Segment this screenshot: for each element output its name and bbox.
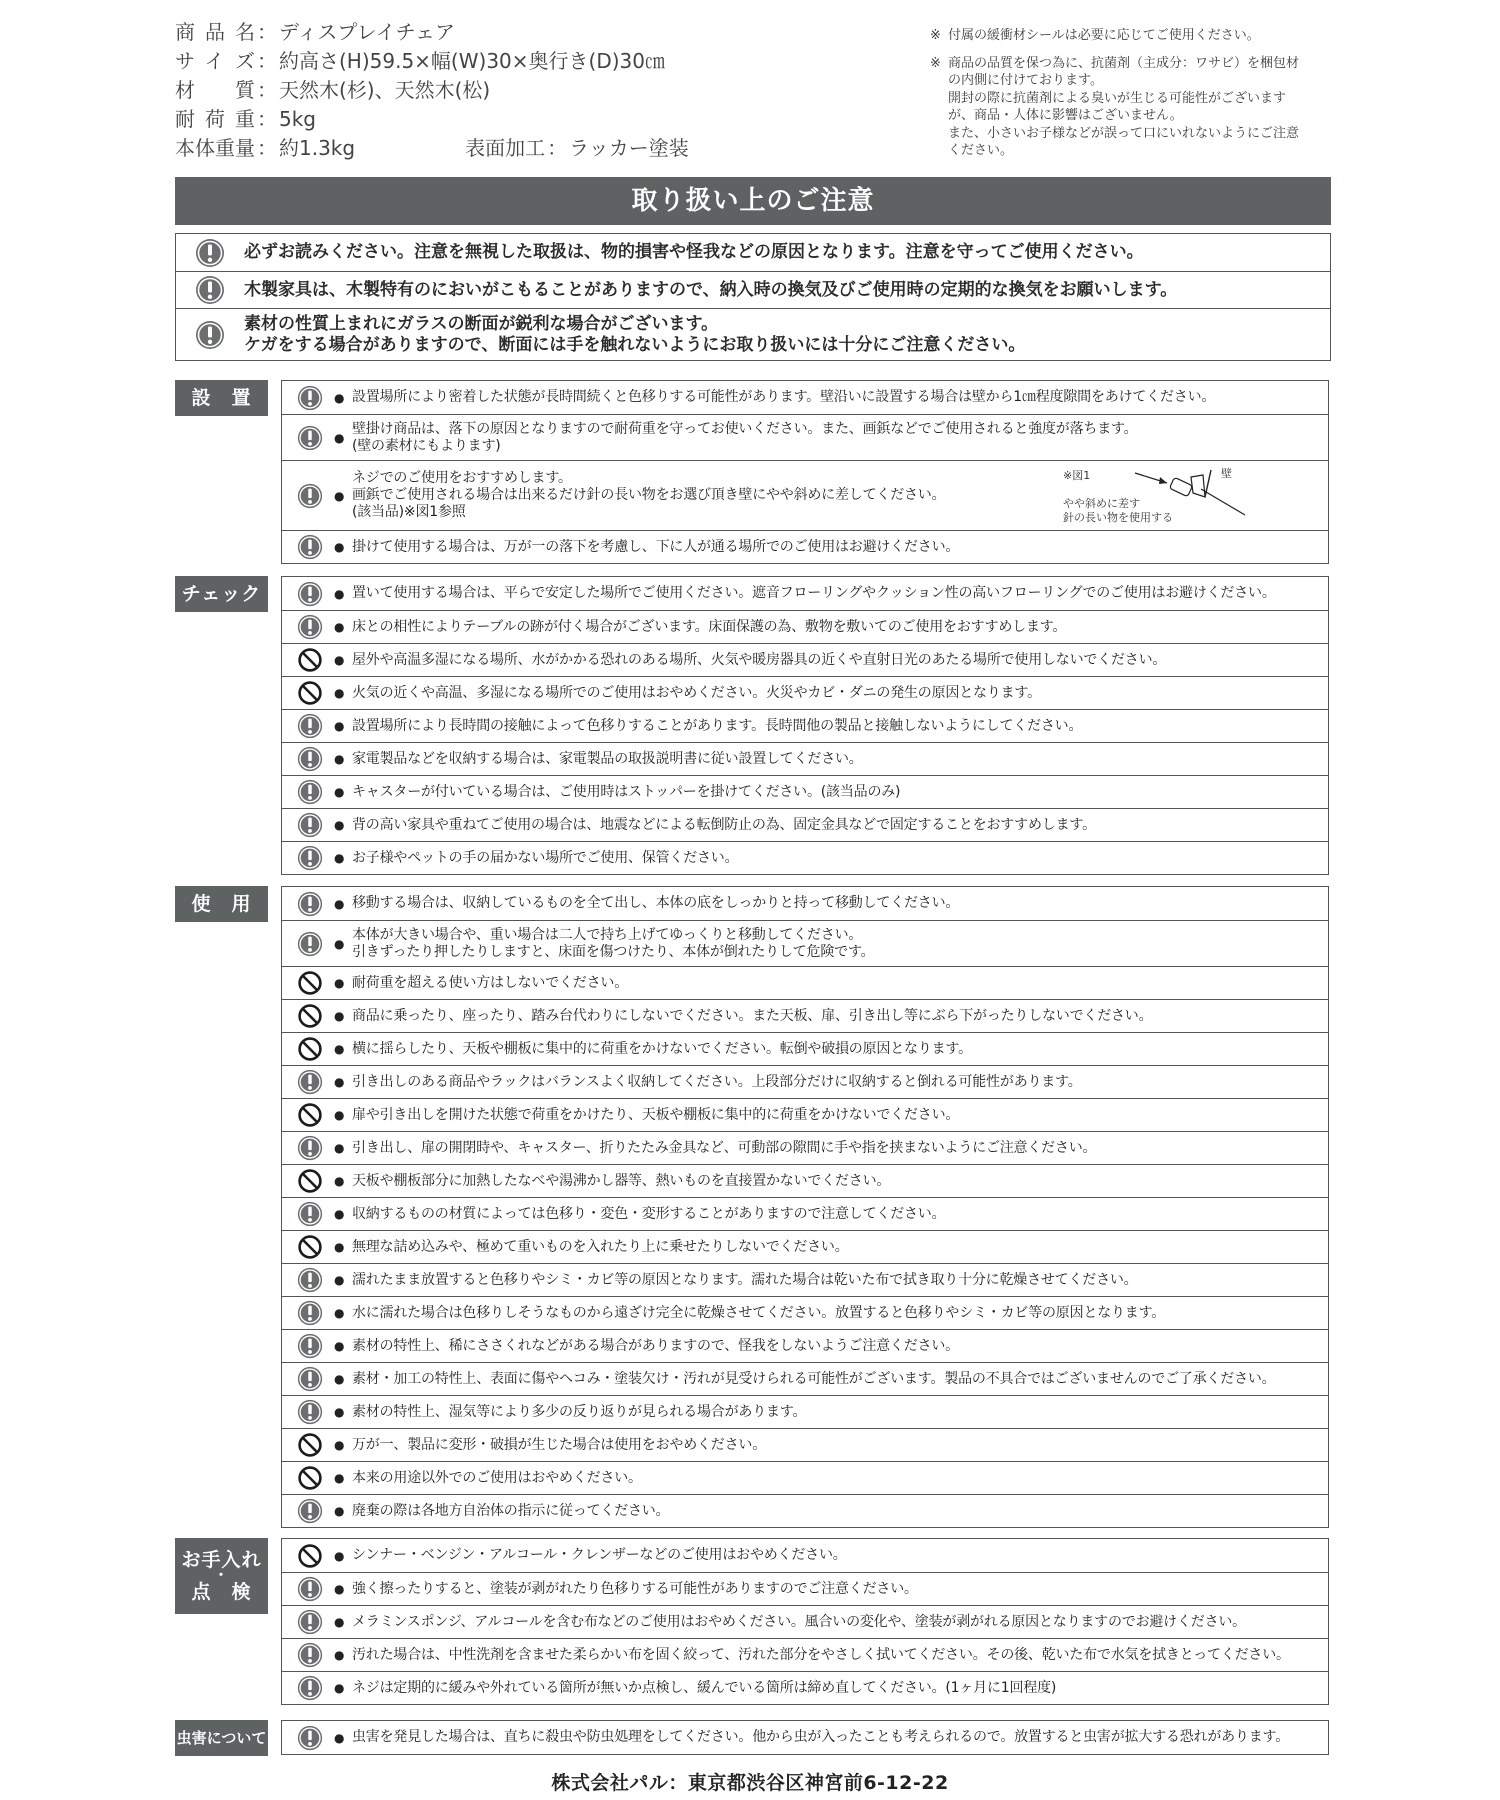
caution-row xyxy=(282,1164,1328,1197)
exclamation-icon xyxy=(195,275,225,305)
caution-text xyxy=(352,1140,1096,1157)
pin-figure xyxy=(1063,467,1273,525)
warning-text xyxy=(244,280,1177,301)
exclamation-icon xyxy=(297,931,323,957)
exclamation-icon xyxy=(297,1069,323,1095)
caution-line: 本来の用途以外でのご使用はおやめください。 xyxy=(352,1469,642,1486)
caution-line: 火気の近くや高温、多湿になる場所でのご使用はおやめください。火災やカビ・ダニの発生の原因となります。 xyxy=(352,684,1041,701)
caution-text xyxy=(352,1470,642,1487)
side-note xyxy=(930,27,1330,45)
exclamation-icon xyxy=(297,812,323,838)
bullet-icon: ● xyxy=(334,752,345,766)
exclamation-icon xyxy=(297,1201,323,1227)
prohibited-icon xyxy=(297,680,323,706)
caution-line: 引きずったり押したりしますと、床面を傷つけたり、本体が倒れたりして危険です。 xyxy=(352,943,875,960)
general-warnings xyxy=(175,233,1331,361)
caution-text xyxy=(352,1503,669,1520)
caution-row xyxy=(282,610,1328,643)
caution-line: 本体が大きい場合や、重い場合は二人で持ち上げてゆっくりと移動してください。 xyxy=(352,926,863,943)
bullet-icon: ● xyxy=(334,1240,345,1254)
prohibited-icon xyxy=(297,1465,323,1491)
caution-line: 引き出し、扉の開閉時や、キャスター、折りたたみ金具など、可動部の隙間に手や指を挟まないようにご注意ください。 xyxy=(352,1139,1097,1156)
caution-line: 収納するものの材質によっては色移り・変色・変形することがありますので注意してください。 xyxy=(352,1205,946,1222)
caution-text xyxy=(352,1338,959,1355)
spec-extra-label: 表面加工 xyxy=(465,136,546,160)
caution-list xyxy=(281,380,1329,564)
caution-line: 設置場所により長時間の接触によって色移りすることがあります。長時間他の製品と接触しないようにしてください。 xyxy=(352,717,1083,734)
caution-line: 背の高い家具や重ねてご使用の場合は、地震などによる転倒防止の為、固定金具などで固定することをおすすめします。 xyxy=(352,816,1096,833)
caution-row xyxy=(282,999,1328,1032)
caution-text xyxy=(352,539,959,556)
caution-text xyxy=(352,1437,766,1454)
pushpin-icon xyxy=(1133,467,1263,525)
spec-label: 材 質 xyxy=(175,78,255,102)
caution-line: 横に揺らしたり、天板や棚板に集中的に荷重をかけないでください。転倒や破損の原因となります。 xyxy=(352,1040,972,1057)
general-warning-row xyxy=(176,234,1330,271)
prohibited-icon xyxy=(297,1168,323,1194)
note-text: 付属の緩衝材シールは必要に応じてご使用ください。 xyxy=(948,28,1260,43)
section-label xyxy=(175,380,268,416)
note-text: が、商品・人体に影響はございません。 xyxy=(948,108,1183,123)
caution-line: 素材の特性上、湿気等により多少の反り返りが見られる場合があります。 xyxy=(352,1403,807,1420)
warning-line: 木製家具は、木製特有のにおいがこもることがありますので、納入時の換気及びご使用時の定期的な換気をお願いします。 xyxy=(244,279,1178,300)
caution-line: 耐荷重を超える使い方はしないでください。 xyxy=(352,974,628,991)
general-warning-row xyxy=(176,271,1330,308)
caution-row xyxy=(282,920,1328,966)
exclamation-icon xyxy=(297,581,323,607)
caution-line: 素材・加工の特性上、表面に傷やヘコみ・塗装欠け・汚れが見受けられる可能性がございます。製品の不具合ではございませんのでご了承ください。 xyxy=(352,1370,1276,1387)
caution-line: ネジは定期的に緩みや外れている箇所が無いか点検し、緩んでいる箇所は締め直してください。(1ヶ月に1回程度) xyxy=(352,1679,1057,1696)
caution-row xyxy=(282,577,1328,610)
caution-row xyxy=(282,1428,1328,1461)
caution-text xyxy=(352,850,738,867)
spec-label: 本体重量 xyxy=(175,136,255,160)
caution-text xyxy=(352,652,1166,669)
bullet-icon: ● xyxy=(334,1075,345,1089)
bullet-icon: ● xyxy=(334,719,345,733)
bullet-icon: ● xyxy=(334,1471,345,1485)
exclamation-icon xyxy=(297,1675,323,1701)
warning-line: ケガをする場合がありますので、断面には手を触れないようにお取り扱いには十分にご注意ください。 xyxy=(244,334,1026,355)
caution-line: シンナー・ベンジン・アルコール・クレンザーなどのご使用はおやめください。 xyxy=(352,1547,847,1563)
spec-row xyxy=(175,76,955,105)
spec-row xyxy=(175,18,955,47)
notes xyxy=(930,27,1330,170)
bullet-icon: ● xyxy=(334,1405,345,1419)
bullet-icon: ● xyxy=(334,1042,345,1056)
caution-text xyxy=(352,817,1096,834)
bullet-icon: ● xyxy=(334,1009,345,1023)
bullet-icon: ● xyxy=(334,653,345,667)
bullet-icon: ● xyxy=(334,818,345,832)
caution-line: 床との相性によりテーブルの跡が付く場合がございます。床面保護の為、敷物を敷いてのご使用をおすすめします。 xyxy=(352,618,1067,635)
caution-text xyxy=(352,1647,1290,1664)
warning-line: 素材の性質上まれにガラスの断面が鋭利な場合がございます。 xyxy=(244,313,719,334)
prohibited-icon xyxy=(297,647,323,673)
spec-colon: ： xyxy=(257,49,277,73)
caution-text xyxy=(352,975,628,992)
caution-text xyxy=(352,1547,847,1564)
caution-line: 強く擦ったりすると、塗装が剥がれたり色移りする可能性がありますのでご注意ください。 xyxy=(352,1580,918,1597)
prohibited-icon xyxy=(297,970,323,996)
spec-label: 耐荷重 xyxy=(175,107,255,131)
page-title: 取り扱い上のご注意 xyxy=(175,177,1331,225)
caution-row xyxy=(282,887,1328,920)
company-footer: 株式会社パル：東京都渋谷区神宮前6-12-22 xyxy=(551,1772,949,1794)
exclamation-icon xyxy=(297,1642,323,1668)
caution-text xyxy=(352,1729,1289,1746)
caution-line: 屋外や高温多湿になる場所、水がかかる恐れのある場所、火気や暖房器具の近くや直射日光のあたる場所で使用しないでください。 xyxy=(352,651,1167,668)
spec-extra-value: ラッカー塗装 xyxy=(569,136,689,160)
section-label xyxy=(175,1538,268,1614)
caution-line: 商品に乗ったり、座ったり、踏み台代わりにしないでください。また天板、扉、引き出し等にぶら下がったりしないでください。 xyxy=(352,1007,1153,1024)
bullet-icon: ● xyxy=(334,1730,345,1745)
caution-row xyxy=(282,709,1328,742)
caution-row xyxy=(282,1263,1328,1296)
caution-line: 虫害を発見した場合は、直ちに殺虫や防虫処理をしてください。他から虫が入ったことも考えられるので。放置すると虫害が拡大する恐れがあります。 xyxy=(352,1729,1289,1745)
caution-row xyxy=(282,1065,1328,1098)
caution-line: 移動する場合は、収納しているものを全て出し、本体の底をしっかりと持って移動してください。 xyxy=(352,895,960,911)
warning-text xyxy=(244,242,1144,263)
bullet-icon: ● xyxy=(334,430,345,445)
exclamation-icon xyxy=(297,1366,323,1392)
side-note xyxy=(930,55,1330,160)
note-text: 開封の際に抗菌剤による臭いが生じる可能性がございます xyxy=(948,90,1287,106)
spec-colon: ： xyxy=(257,136,277,160)
exclamation-icon xyxy=(297,713,323,739)
caution-row xyxy=(282,1329,1328,1362)
caution-row xyxy=(282,966,1328,999)
warning-text xyxy=(244,314,1025,356)
prohibited-icon xyxy=(297,1234,323,1260)
note-text: 商品の品質を保つ為に、抗菌剤（主成分：ワサビ）を梱包材 xyxy=(948,55,1300,71)
spec-row xyxy=(175,105,955,134)
caution-list xyxy=(281,576,1329,875)
caution-line: 汚れた場合は、中性洗剤を含ませた柔らかい布を固く絞って、汚れた部分をやさしく拭いてください。その後、乾いた布で水気を拭きとってください。 xyxy=(352,1646,1290,1663)
bullet-icon: ● xyxy=(334,540,345,554)
caution-text xyxy=(352,1305,1165,1322)
spec-row xyxy=(175,47,955,76)
spec-label: サイズ xyxy=(175,49,255,73)
section-label xyxy=(175,1720,268,1756)
exclamation-icon xyxy=(297,1267,323,1293)
caution-text xyxy=(352,1272,1137,1289)
caution-row xyxy=(282,460,1328,530)
note-text: の内側に付けております。 xyxy=(948,73,1103,88)
caution-text xyxy=(352,751,863,768)
caution-row xyxy=(282,381,1328,414)
bullet-icon: ● xyxy=(334,488,345,503)
exclamation-icon xyxy=(297,891,323,917)
caution-row xyxy=(282,1461,1328,1494)
section-label xyxy=(175,576,268,612)
caution-line: 引き出しのある商品やラックはバランスよく収納してください。上段部分だけに収納すると倒れる可能性があります。 xyxy=(352,1073,1082,1090)
caution-line: 設置場所により密着した状態が長時間続くと色移りする可能性があります。壁沿いに設置する場合は壁から1㎝程度隙間をあけてください。 xyxy=(352,389,1216,405)
caution-line: 万が一、製品に変形・破損が生じた場合は使用をおやめください。 xyxy=(352,1436,766,1453)
caution-text xyxy=(352,1206,945,1223)
bullet-icon: ● xyxy=(334,1438,345,1452)
spec-value: 約1.3kg xyxy=(279,136,356,160)
bullet-icon: ● xyxy=(334,785,345,799)
section-label xyxy=(175,886,268,922)
exclamation-icon xyxy=(297,1300,323,1326)
general-warning-row xyxy=(176,308,1330,360)
exclamation-icon xyxy=(297,1498,323,1524)
exclamation-icon xyxy=(297,1333,323,1359)
spec-row xyxy=(175,134,955,163)
section-label-text: チェック xyxy=(181,583,262,605)
bullet-icon: ● xyxy=(334,390,345,405)
note-mark: ※ xyxy=(930,55,941,71)
bullet-icon: ● xyxy=(334,1548,345,1563)
bullet-icon: ● xyxy=(334,1681,345,1695)
bullet-icon: ● xyxy=(334,1582,345,1596)
product-spec xyxy=(175,18,955,163)
spec-value: 天然木(杉)、天然木(松) xyxy=(279,78,491,102)
prohibited-icon xyxy=(297,1102,323,1128)
caution-text xyxy=(352,895,959,912)
caution-line: 無理な詰め込みや、極めて重いものを入れたり上に乗せたりしないでください。 xyxy=(352,1238,849,1255)
caution-text xyxy=(352,1074,1082,1091)
caution-text xyxy=(352,1107,959,1124)
exclamation-icon xyxy=(297,1609,323,1635)
caution-text xyxy=(352,718,1082,735)
spec-colon: ： xyxy=(257,20,277,44)
section-label-text: お手入れ xyxy=(181,1549,262,1571)
caution-text xyxy=(352,1173,890,1190)
caution-row xyxy=(282,1605,1328,1638)
caution-row xyxy=(282,1296,1328,1329)
caution-row xyxy=(282,1572,1328,1605)
caution-text xyxy=(352,470,945,521)
exclamation-icon xyxy=(297,614,323,640)
caution-row xyxy=(282,1638,1328,1671)
caution-list xyxy=(281,886,1329,1528)
figure-wall-label: 壁 xyxy=(1221,467,1232,480)
caution-line: 水に濡れた場合は色移りしそうなものから遠ざけ完全に乾燥させてください。放置すると色移りやシミ・カビ等の原因となります。 xyxy=(352,1304,1166,1321)
caution-text xyxy=(352,1041,972,1058)
caution-row xyxy=(282,1671,1328,1704)
caution-line: 掛けて使用する場合は、万が一の落下を考慮し、下に人が通る場所でのご使用はお避けください。 xyxy=(352,538,960,555)
caution-text xyxy=(352,1581,918,1598)
caution-line: 画鋲でご使用される場合は出来るだけ針の長い物をお選び頂き壁にやや斜めに差してください。 xyxy=(352,487,946,503)
note-mark: ※ xyxy=(930,28,941,43)
section-label-text: 使 用 xyxy=(191,893,252,915)
note-text: また、小さいお子様などが誤って口にいれないようにご注意 xyxy=(948,125,1300,141)
caution-text xyxy=(352,389,1215,406)
caution-text xyxy=(352,619,1066,636)
caution-line: 置いて使用する場合は、平らで安定した場所でご使用ください。遮音フローリングやクッション性の高いフローリングでのご使用はお避けください。 xyxy=(352,585,1276,601)
bullet-icon: ● xyxy=(334,1372,345,1386)
section-label-text: 虫害について xyxy=(176,1729,267,1747)
caution-line: 濡れたまま放置すると色移りやシミ・カビ等の原因となります。濡れた場合は乾いた布で拭き取り十分に乾燥させてください。 xyxy=(352,1271,1138,1288)
bullet-icon: ● xyxy=(334,1648,345,1662)
exclamation-icon xyxy=(297,1135,323,1161)
caution-line: ネジでのご使用をおすすめします。 xyxy=(352,470,572,486)
caution-line: 素材の特性上、稀にささくれなどがある場合がありますので、怪我をしないようご注意ください。 xyxy=(352,1337,959,1354)
section-label-text: 点 検 xyxy=(191,1581,252,1603)
bullet-icon: ● xyxy=(334,1504,345,1518)
spec-value: ディスプレイチェア xyxy=(279,20,455,44)
caution-text xyxy=(352,1680,1056,1697)
prohibited-icon xyxy=(297,1003,323,1029)
caution-text xyxy=(352,1614,1246,1631)
caution-text xyxy=(352,1404,806,1421)
caution-line: メラミンスポンジ、アルコールを含む布などのご使用はおやめください。風合いの変化や、塗装が剥がれる原因となりますのでお避けください。 xyxy=(352,1613,1246,1630)
caution-text xyxy=(352,585,1276,602)
caution-row xyxy=(282,1098,1328,1131)
exclamation-icon xyxy=(297,385,323,411)
caution-row xyxy=(282,1131,1328,1164)
caution-line: 扉や引き出しを開けた状態で荷重をかけたり、天板や棚板に集中的に荷重をかけないでください。 xyxy=(352,1106,960,1123)
caution-row xyxy=(282,1395,1328,1428)
caution-row xyxy=(282,1362,1328,1395)
warning-line: 必ずお読みください。注意を無視した取扱は、物的損害や怪我などの原因となります。注意を守ってご使用ください。 xyxy=(244,242,1144,262)
bullet-icon: ● xyxy=(334,896,345,911)
caution-text xyxy=(352,1008,1152,1025)
caution-line: 壁掛け商品は、落下の原因となりますので耐荷重を守ってお使いください。また、画鋲などでご使用されると強度が落ちます。 xyxy=(352,420,1138,437)
caution-list xyxy=(281,1720,1329,1755)
exclamation-icon xyxy=(297,1399,323,1425)
caution-text xyxy=(352,927,874,961)
caution-row xyxy=(282,643,1328,676)
exclamation-icon xyxy=(297,1725,323,1751)
caution-row xyxy=(282,1197,1328,1230)
figure-caption: 針の長い物を使用する xyxy=(1063,511,1173,524)
spec-value: 5kg xyxy=(279,107,317,131)
prohibited-icon xyxy=(297,1432,323,1458)
section-label-text: ・ xyxy=(214,1568,229,1584)
caution-text xyxy=(352,1239,849,1256)
caution-line: (壁の素材にもよります) xyxy=(352,437,501,454)
caution-row xyxy=(282,1230,1328,1263)
caution-line: 廃棄の際は各地方自治体の指示に従ってください。 xyxy=(352,1502,670,1519)
prohibited-icon xyxy=(297,1543,323,1569)
figure-caption: やや斜めに差す xyxy=(1063,497,1140,510)
caution-text xyxy=(352,784,900,801)
exclamation-icon xyxy=(297,746,323,772)
spec-colon: ： xyxy=(547,136,568,160)
caution-row xyxy=(282,808,1328,841)
caution-row xyxy=(282,1032,1328,1065)
exclamation-icon xyxy=(195,238,225,268)
bullet-icon: ● xyxy=(334,686,345,700)
bullet-icon: ● xyxy=(334,586,345,601)
bullet-icon: ● xyxy=(334,851,345,865)
bullet-icon: ● xyxy=(334,1273,345,1287)
bullet-icon: ● xyxy=(334,976,345,990)
bullet-icon: ● xyxy=(334,936,345,951)
bullet-icon: ● xyxy=(334,1339,345,1353)
caution-row xyxy=(282,530,1328,563)
caution-text xyxy=(352,1371,1275,1388)
caution-row xyxy=(282,1494,1328,1527)
exclamation-icon xyxy=(297,483,323,509)
caution-list xyxy=(281,1538,1329,1705)
bullet-icon: ● xyxy=(334,1207,345,1221)
bullet-icon: ● xyxy=(334,1615,345,1629)
spec-value: 約高さ(H)59.5×幅(W)30×奥行き(D)30㎝ xyxy=(279,49,665,73)
caution-row xyxy=(282,414,1328,460)
spec-colon: ： xyxy=(257,78,277,102)
section-label-text: 設 置 xyxy=(191,387,252,409)
exclamation-icon xyxy=(297,425,323,451)
caution-line: 家電製品などを収納する場合は、家電製品の取扱説明書に従い設置してください。 xyxy=(352,750,863,767)
caution-line: (該当品)※図1参照 xyxy=(352,504,466,520)
figure-label: ※図1 xyxy=(1063,469,1091,482)
prohibited-icon xyxy=(297,1036,323,1062)
caution-text xyxy=(352,421,1137,455)
spec-label: 商品名 xyxy=(175,20,255,44)
caution-row xyxy=(282,1721,1328,1754)
bullet-icon: ● xyxy=(334,620,345,634)
note-text: ください。 xyxy=(948,143,1014,158)
caution-line: お子様やペットの手の届かない場所でご使用、保管ください。 xyxy=(352,849,739,866)
bullet-icon: ● xyxy=(334,1174,345,1188)
exclamation-icon xyxy=(297,845,323,871)
exclamation-icon xyxy=(195,320,225,350)
caution-row xyxy=(282,1539,1328,1572)
caution-line: キャスターが付いている場合は、ご使用時はストッパーを掛けてください。(該当品のみ) xyxy=(352,783,901,800)
caution-line: 天板や棚板部分に加熱したなべや湯沸かし器等、熱いものを直接置かないでください。 xyxy=(352,1172,891,1189)
exclamation-icon xyxy=(297,1576,323,1602)
spec-colon: ： xyxy=(257,107,277,131)
caution-row xyxy=(282,841,1328,874)
exclamation-icon xyxy=(297,779,323,805)
bullet-icon: ● xyxy=(334,1306,345,1320)
caution-row xyxy=(282,775,1328,808)
caution-row xyxy=(282,676,1328,709)
caution-text xyxy=(352,685,1041,702)
exclamation-icon xyxy=(297,534,323,560)
bullet-icon: ● xyxy=(334,1108,345,1122)
caution-row xyxy=(282,742,1328,775)
bullet-icon: ● xyxy=(334,1141,345,1155)
